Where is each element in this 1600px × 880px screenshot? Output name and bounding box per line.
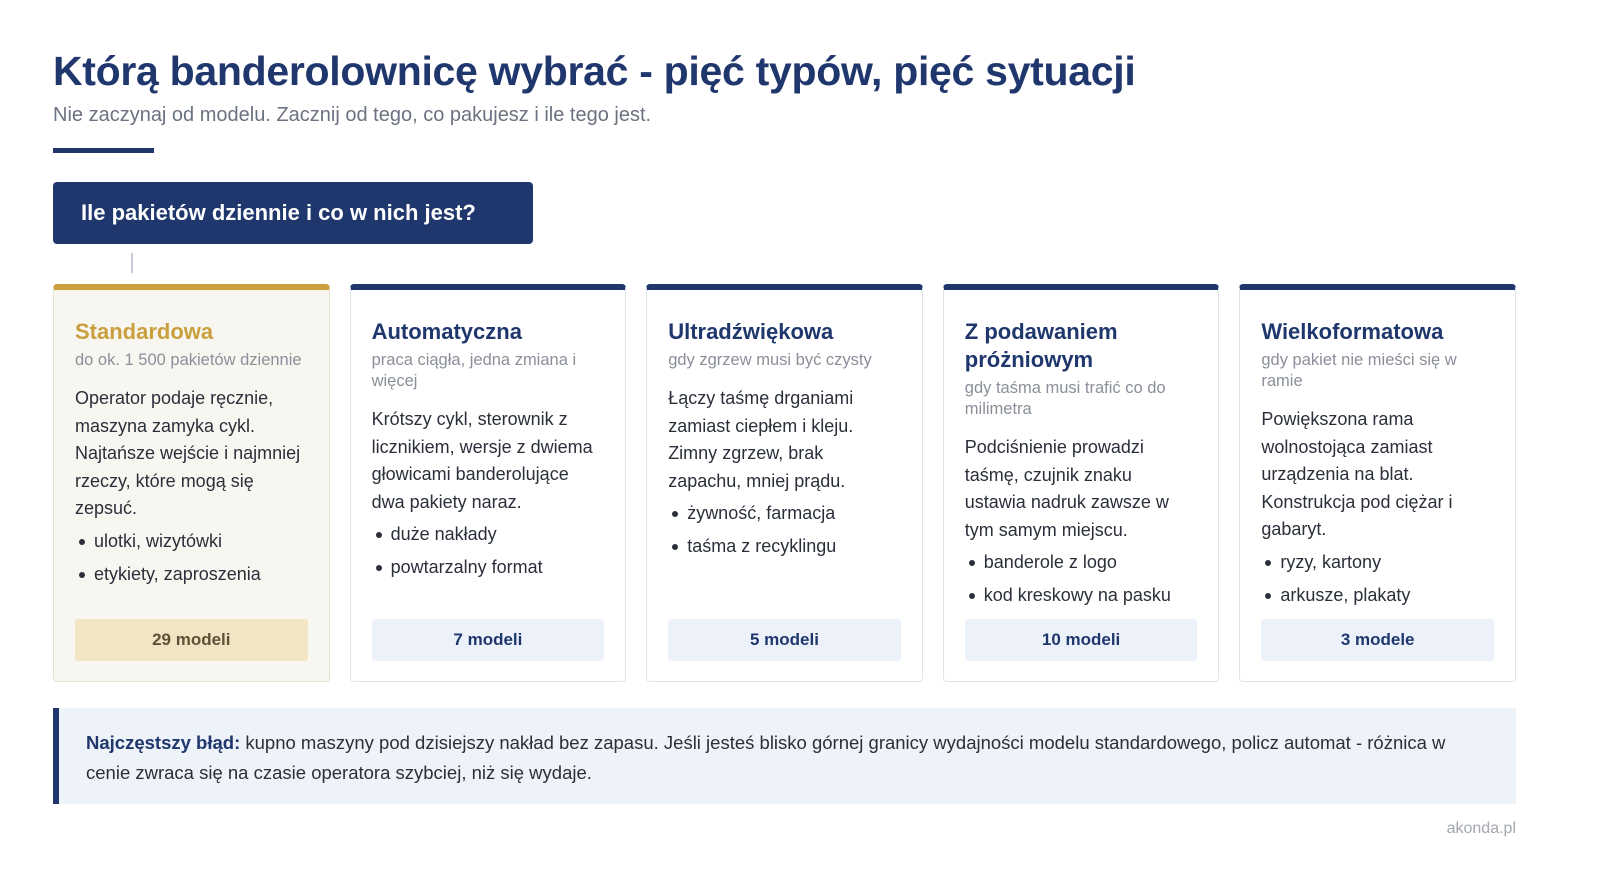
bullet-item: arkusze, plakaty	[1261, 579, 1494, 612]
page-title: Którą banderolownicę wybrać - pięć typów, pięć sytuacji	[53, 48, 1136, 94]
card-subtitle: praca ciągła, jedna zmiana i więcej	[371, 351, 577, 390]
footer-domain: akonda.pl	[1446, 820, 1516, 837]
note-text: kupno maszyny pod dzisiejszy nakład bez zapasu. Jeśli jesteś blisko górnej granicy wydajności modelu standardowego, policz automat - różnica w cenie zwraca się na czasie operatora szybciej, niż się wydaje.	[86, 732, 1446, 783]
model-count-badge[interactable]: 10 modeli	[965, 619, 1198, 661]
card-description: Krótszy cykl, sterownik z licznikiem, wersje z dwiema głowicami banderolujące dwa pakiety naraz.	[371, 409, 593, 512]
bullet-item: żywność, farmacja	[668, 497, 901, 530]
question-connector	[131, 253, 133, 273]
bullet-item: etykiety, zaproszenia	[75, 558, 308, 591]
card-ultradzwiekowa	[646, 284, 923, 682]
model-count-badge[interactable]: 29 modeli	[75, 619, 308, 661]
card-title: Automatyczna	[371, 319, 522, 344]
card-row	[53, 284, 1516, 682]
card-subtitle: do ok. 1 500 pakietów dziennie	[75, 351, 302, 369]
bullet-item: ulotki, wizytówki	[75, 525, 308, 558]
card-bullets	[75, 525, 308, 591]
bullet-item: banderole z logo	[965, 546, 1198, 579]
card-subtitle: gdy zgrzew musi być czysty	[668, 351, 872, 369]
card-bullets	[965, 546, 1198, 612]
card-bullets	[1261, 546, 1494, 612]
card-title: Wielkoformatowa	[1261, 319, 1444, 344]
card-title: Ultradźwiękowa	[668, 319, 834, 344]
card-description: Operator podaje ręcznie, maszyna zamyka cykl. Najtańsze wejście i najmniej rzeczy, które mogą się zepsuć.	[75, 388, 301, 518]
bullet-item: duże nakłady	[372, 518, 605, 551]
page-subtitle: Nie zaczynaj od modelu. Zacznij od tego, co pakujesz i ile tego jest.	[53, 104, 652, 126]
card-bullets	[668, 497, 901, 563]
card-description: Łączy taśmę drganiami zamiast ciepłem i kleju. Zimny zgrzew, brak zapachu, mniej prądu.	[668, 388, 854, 491]
note-label: Najczęstszy błąd:	[86, 732, 241, 753]
card-subtitle: gdy taśma musi trafić co do milimetra	[964, 379, 1166, 418]
card-prozniowa	[943, 284, 1220, 682]
card-wielkoformatowa	[1239, 284, 1516, 682]
bullet-item: taśma z recyklingu	[668, 530, 901, 563]
card-subtitle: gdy pakiet nie mieści się w ramie	[1261, 351, 1457, 390]
model-count-badge[interactable]: 3 modele	[1261, 619, 1494, 661]
card-automatyczna	[350, 284, 627, 682]
question-banner: Ile pakietów dziennie i co w nich jest?	[53, 182, 533, 244]
card-bullets	[372, 518, 605, 584]
common-mistake-note	[53, 708, 1516, 804]
card-description: Powiększona rama wolnostojąca zamiast urządzenia na blat. Konstrukcja pod ciężar i gabaryt.	[1261, 409, 1453, 539]
bullet-item: kod kreskowy na pasku	[965, 579, 1198, 612]
title-underline	[53, 148, 154, 153]
card-title: Standardowa	[75, 319, 214, 344]
card-standardowa	[53, 284, 330, 682]
model-count-badge[interactable]: 5 modeli	[668, 619, 901, 661]
bullet-item: ryzy, kartony	[1261, 546, 1494, 579]
bullet-item: powtarzalny format	[372, 551, 605, 584]
card-description: Podciśnienie prowadzi taśmę, czujnik znaku ustawia nadruk zawsze w tym samym miejscu.	[964, 437, 1169, 540]
model-count-badge[interactable]: 7 modeli	[372, 619, 605, 661]
card-title: Z podawaniem próżniowym	[964, 319, 1118, 372]
